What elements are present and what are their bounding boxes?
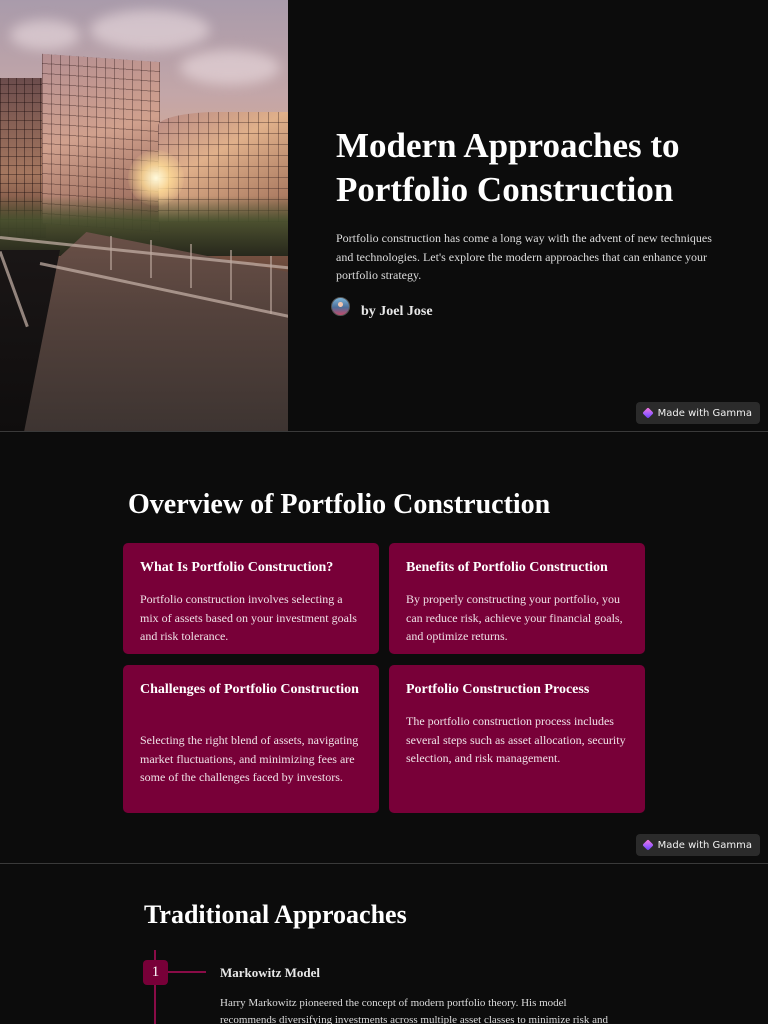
timeline-connector	[168, 971, 206, 973]
card-what-is	[123, 543, 379, 654]
step-number-badge: 1	[143, 960, 168, 985]
card-body: Portfolio construction involves selecting a mix of assets based on your investment goals and risk tolerance.	[140, 592, 357, 643]
slide-title: Traditional Approaches	[144, 900, 407, 929]
step-body: Harry Markowitz pioneered the concept of modern portfolio theory. His model recommends diversifying investments across multiple asset classes to minimize risk and	[220, 997, 608, 1024]
card-process	[389, 665, 645, 813]
traditional-approaches-slide	[0, 865, 768, 1024]
made-with-gamma-button[interactable]	[636, 402, 760, 424]
slide-title: Modern Approaches to Portfolio Construction	[336, 126, 680, 209]
made-with-gamma-button[interactable]	[636, 834, 760, 856]
card-body: Selecting the right blend of assets, navigating market fluctuations, and minimizing fees are some of the challenges faced by investors.	[140, 733, 359, 784]
author-name: by Joel Jose	[361, 304, 433, 319]
step-title: Markowitz Model	[220, 965, 321, 980]
gamma-logo-icon	[642, 839, 653, 850]
overview-slide	[0, 433, 768, 864]
hero-image	[0, 0, 288, 432]
author-avatar	[331, 297, 350, 316]
gamma-logo-icon	[642, 407, 653, 418]
card-benefits	[389, 543, 645, 654]
author-byline	[331, 292, 433, 320]
slide-title: Overview of Portfolio Construction	[128, 489, 551, 520]
card-heading: What Is Portfolio Construction?	[140, 560, 334, 575]
intro-paragraph: Portfolio construction has come a long way with the advent of new techniques and technologies. Let's explore the modern approaches that can enhance your portfolio strategy.	[336, 231, 712, 282]
card-body: The portfolio construction process includes several steps such as asset allocation, security selection, and risk management.	[406, 714, 626, 765]
made-with-gamma-label: Made with Gamma	[657, 407, 752, 419]
made-with-gamma-label: Made with Gamma	[657, 839, 752, 851]
title-slide	[0, 0, 768, 432]
card-heading: Benefits of Portfolio Construction	[406, 560, 608, 575]
card-challenges	[123, 665, 379, 813]
card-heading: Portfolio Construction Process	[406, 682, 590, 697]
card-heading: Challenges of Portfolio Construction	[140, 682, 359, 697]
card-body: By properly constructing your portfolio, you can reduce risk, achieve your financial goals, and optimize returns.	[406, 592, 623, 643]
